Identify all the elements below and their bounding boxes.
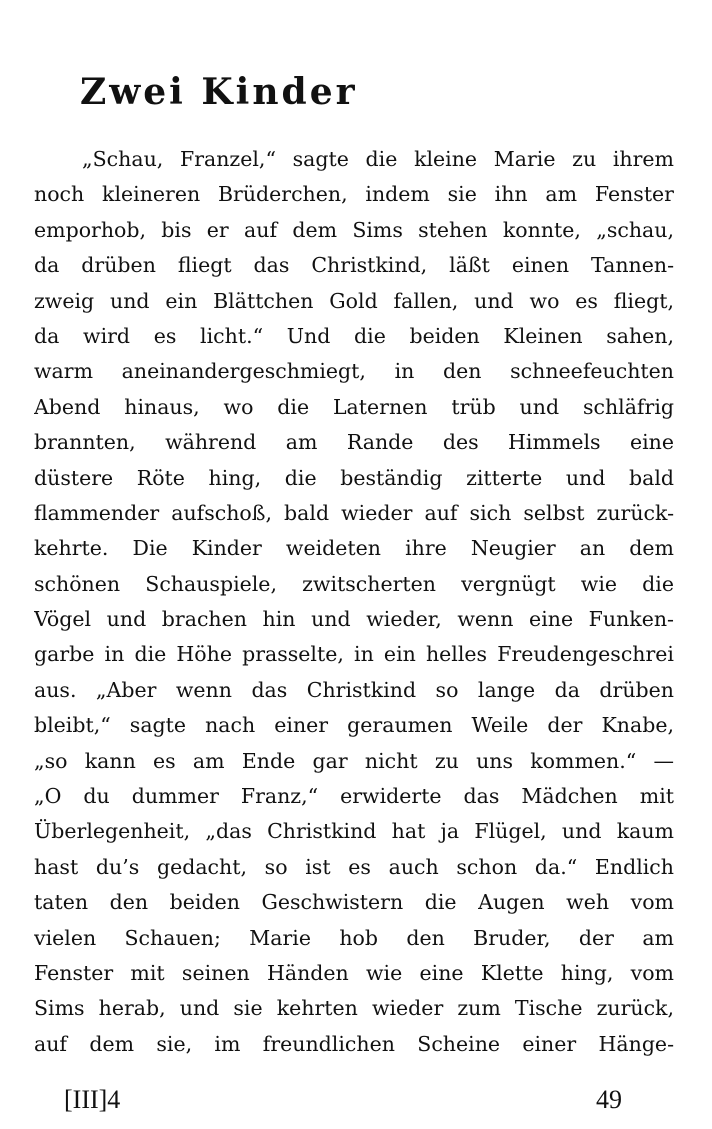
- text-line: düstere Röte hing, die beständig zitterte und bald: [34, 465, 674, 490]
- text-line: aus. „Aber wenn das Christkind so lange da drüben: [34, 677, 674, 702]
- text-line: emporhob, bis er auf dem Sims stehen konnte, „schau,: [34, 217, 674, 242]
- text-line: „so kann es am Ende gar nicht zu uns kommen.“ —: [34, 748, 674, 773]
- sheet-signature: [III]4: [64, 1085, 121, 1114]
- text-line: Überlegenheit, „das Christkind hat ja Flügel, und kaum: [34, 819, 674, 844]
- text-line: hast du’s gedacht, so ist es auch schon da.“ Endlich: [34, 854, 674, 879]
- text-line: taten den beiden Geschwistern die Augen weh vom: [34, 890, 674, 915]
- text-line: „O du dummer Franz,“ erwiderte das Mädchen mit: [34, 784, 674, 809]
- text-line: brannten, während am Rande des Himmels eine: [34, 430, 674, 455]
- text-line: Sims herab, und sie kehrten wieder zum Tische zurück,: [34, 996, 674, 1021]
- text-line: bleibt,“ sagte nach einer geraumen Weile der Knabe,: [34, 713, 674, 738]
- text-line: noch kleineren Brüderchen, indem sie ihn am Fenster: [34, 182, 674, 207]
- text-line: garbe in die Höhe prasselte, in ein helles Freudengeschrei: [34, 642, 674, 667]
- text-line: schönen Schauspiele, zwitscherten vergnügt wie die: [34, 571, 674, 596]
- text-line: kehrte. Die Kinder weideten ihre Neugier an dem: [34, 536, 674, 561]
- text-line: da wird es licht.“ Und die beiden Kleinen sahen,: [34, 323, 674, 348]
- text-line: da drüben fliegt das Christkind, läßt einen Tannen-: [34, 253, 674, 278]
- text-line: Fenster mit seinen Händen wie eine Klette hing, vom: [34, 960, 674, 985]
- body-text: [34, 142, 674, 1062]
- page-number: 49: [596, 1085, 622, 1114]
- text-line: warm aneinandergeschmiegt, in den schneefeuchten: [34, 359, 674, 384]
- text-line: Abend hinaus, wo die Laternen trüb und schläfrig: [34, 394, 674, 419]
- text-line: „Schau, Franzel,“ sagte die kleine Marie zu ihrem: [82, 147, 674, 171]
- text-line: flammender aufschoß, bald wieder auf sich selbst zurück-: [34, 500, 674, 525]
- text-line: auf dem sie, im freundlichen Scheine einer Hänge-: [34, 1031, 674, 1056]
- text-line: Vögel und brachen hin und wieder, wenn eine Funken-: [34, 607, 674, 632]
- chapter-title: Zwei Kinder: [80, 71, 358, 113]
- text-line: zweig und ein Blättchen Gold fallen, und wo es fliegt,: [34, 288, 674, 313]
- text-line: vielen Schauen; Marie hob den Bruder, der am: [34, 925, 674, 950]
